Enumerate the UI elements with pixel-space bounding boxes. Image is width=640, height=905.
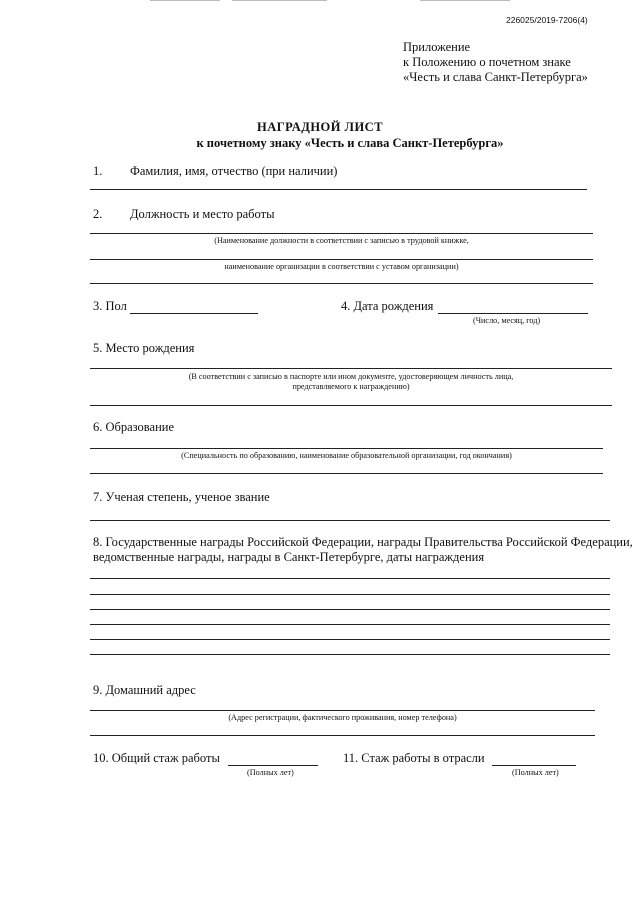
field-2-line-3[interactable] bbox=[90, 283, 593, 284]
field-5-line-2[interactable] bbox=[90, 405, 612, 406]
field-5-hint-1: (В соответствии с записью в паспорте или ином документе, удостоверяющем личность лица, bbox=[188, 372, 514, 381]
field-8-line-2[interactable] bbox=[90, 594, 610, 595]
field-9-label: 9. Домашний адрес bbox=[93, 683, 196, 697]
field-1-label: Фамилия, имя, отчество (при наличии) bbox=[130, 164, 338, 178]
page-subtitle: к почетному знаку «Честь и слава Санкт-Петербурга» bbox=[196, 136, 504, 150]
scan-mark bbox=[420, 0, 510, 1]
field-11-hint: (Полных лет) bbox=[512, 768, 559, 777]
field-3-label: 3. Пол bbox=[93, 299, 127, 313]
field-2-hint-2: наименование организации в соответствии с уставом организации) bbox=[224, 262, 459, 271]
field-5-hint-2: представляемого к награждению) bbox=[292, 382, 410, 391]
field-8-line-6[interactable] bbox=[90, 654, 610, 655]
field-9-hint: (Адрес регистрации, фактического проживания, номер телефона) bbox=[228, 713, 457, 722]
field-8-label-2: ведомственные награды, награды в Санкт-Петербурге, даты награждения bbox=[93, 550, 485, 564]
field-1-line[interactable] bbox=[90, 189, 587, 190]
field-9-line-1[interactable] bbox=[90, 710, 595, 711]
appendix-line-3: «Честь и слава Санкт-Петербурга» bbox=[403, 70, 588, 84]
appendix-line-2: к Положению о почетном знаке bbox=[403, 55, 571, 69]
field-4-hint: (Число, месяц, год) bbox=[473, 316, 541, 325]
field-4-label: 4. Дата рождения bbox=[341, 299, 434, 313]
field-10-hint: (Полных лет) bbox=[247, 768, 294, 777]
field-5-label: 5. Место рождения bbox=[93, 341, 195, 355]
field-2-line-1[interactable] bbox=[90, 233, 593, 234]
field-6-hint: (Специальность по образованию, наименование образовательной организации, год окончания) bbox=[181, 451, 512, 460]
field-6-line-1[interactable] bbox=[90, 448, 603, 449]
field-1-number: 1. bbox=[93, 164, 103, 178]
field-2-label: Должность и место работы bbox=[130, 207, 275, 221]
page-title: НАГРАДНОЙ ЛИСТ bbox=[256, 120, 384, 134]
field-5-line-1[interactable] bbox=[90, 368, 612, 369]
field-10-label: 10. Общий стаж работы bbox=[93, 751, 220, 765]
field-11-label: 11. Стаж работы в отрасли bbox=[343, 751, 485, 765]
field-6-line-2[interactable] bbox=[90, 473, 603, 474]
field-10-line[interactable] bbox=[228, 765, 318, 766]
scan-mark bbox=[150, 0, 220, 1]
field-3-line[interactable] bbox=[130, 313, 258, 314]
field-2-number: 2. bbox=[93, 207, 103, 221]
field-8-line-5[interactable] bbox=[90, 639, 610, 640]
field-7-line[interactable] bbox=[90, 520, 610, 521]
appendix-line-1: Приложение bbox=[403, 40, 471, 54]
field-9-line-2[interactable] bbox=[90, 735, 595, 736]
field-8-label-1: 8. Государственные награды Российской Федерации, награды Правительства Российской Федерации, bbox=[93, 535, 633, 549]
field-8-line-4[interactable] bbox=[90, 624, 610, 625]
appendix-block bbox=[403, 40, 588, 85]
field-11-line[interactable] bbox=[492, 765, 576, 766]
field-5-hint bbox=[90, 372, 612, 392]
document-number: 226025/2019-7206(4) bbox=[506, 15, 588, 25]
field-8-line-3[interactable] bbox=[90, 609, 610, 610]
scan-mark bbox=[232, 0, 327, 1]
field-4-line[interactable] bbox=[438, 313, 588, 314]
field-2-hint-1: (Наименование должности в соответствии с записью в трудовой книжке, bbox=[214, 236, 469, 245]
field-7-label: 7. Ученая степень, ученое звание bbox=[93, 490, 270, 504]
field-6-label: 6. Образование bbox=[93, 420, 175, 434]
field-8-line-1[interactable] bbox=[90, 578, 610, 579]
field-2-line-2[interactable] bbox=[90, 259, 593, 260]
